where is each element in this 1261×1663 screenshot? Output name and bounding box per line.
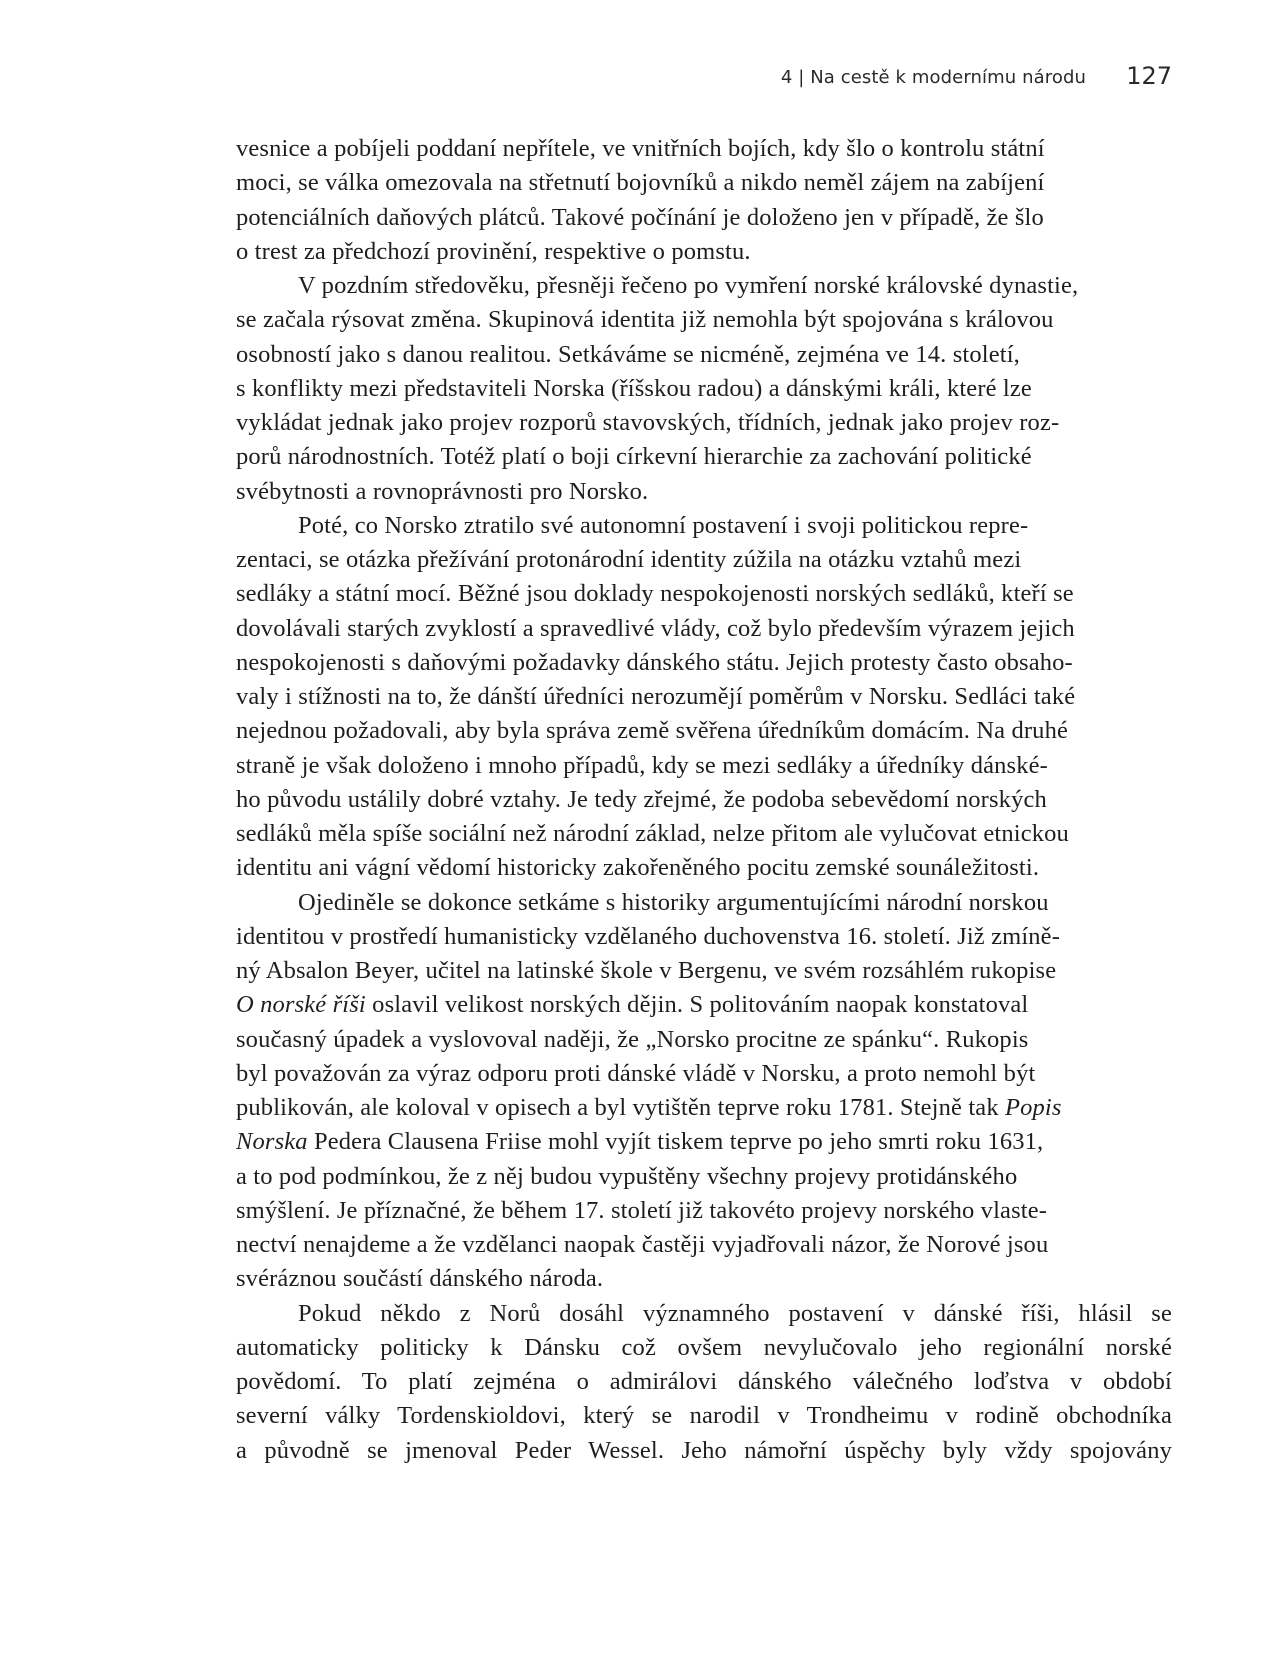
text-line: osobností jako s danou realitou. Setkáváme se nicméně, zejména ve 14. století, <box>236 340 1020 368</box>
text-line: Pokud někdo z Norů dosáhl významného postavení v dánské říši, hlásil se <box>298 1299 1172 1327</box>
body-text <box>236 132 1172 1468</box>
text-line: porů národnostních. Totéž platí o boji církevní hierarchie za zachování politické <box>236 443 1032 471</box>
text-line: vesnice a pobíjeli poddaní nepřítele, ve vnitřních bojích, kdy šlo o kontrolu státní <box>236 135 1045 162</box>
text-line: o trest za předchozí provinění, respektive o pomstu. <box>236 237 751 265</box>
text-line: automaticky politicky k Dánsku což ovšem nevylučovalo jeho regionální norské <box>236 1333 1172 1361</box>
text-line: identitu ani vágní vědomí historicky zakořeněného pocitu zemské sounáležitosti. <box>236 854 1040 882</box>
text-line: vykládat jednak jako projev rozporů stavovských, třídních, jednak jako projev roz- <box>236 409 1060 436</box>
chapter-title: 4 | Na cestě k modernímu národu <box>780 67 1086 88</box>
text-line: a původně se jmenoval Peder Wessel. Jeho námořní úspěchy byly vždy spojovány <box>236 1436 1172 1464</box>
text-line: dovolávali starých zvyklostí a spravedlivé vlády, což bylo především výrazem jejich <box>236 614 1075 642</box>
text-line: povědomí. To platí zejména o admirálovi dánského válečného loďstva v období <box>236 1368 1172 1395</box>
text-line: straně je však doloženo i mnoho případů, kdy se mezi sedláky a úředníky dánské- <box>236 751 1048 779</box>
text-line: zentaci, se otázka přežívání protonárodní identity zúžila na otázku vztahů mezi <box>236 546 1022 573</box>
text-line: nectví nenajdeme a že vzdělanci naopak častěji vyjadřovali názor, že Norové jsou <box>236 1231 1049 1258</box>
text-line: V pozdním středověku, přesněji řečeno po vymření norské královské dynastie, <box>298 272 1079 299</box>
text-line: se začala rýsovat změna. Skupinová identita již nemohla být spojována s královou <box>236 306 1054 334</box>
text-line: smýšlení. Je příznačné, že během 17. století již takovéto projevy norského vlaste- <box>236 1196 1048 1224</box>
text-line: a to pod podmínkou, že z něj budou vypuštěny všechny projevy protidánského <box>236 1162 1018 1190</box>
text-line: sedláky a státní mocí. Běžné jsou doklady nespokojenosti norských sedláků, kteří se <box>236 580 1074 608</box>
text-line: ný Absalon Beyer, učitel na latinské škole v Bergenu, ve svém rozsáhlém rukopise <box>236 957 1057 984</box>
paragraph <box>236 269 1172 509</box>
paragraph <box>236 132 1172 269</box>
paragraph <box>236 509 1172 886</box>
text-line: ho původu ustálily dobré vztahy. Je tedy zřejmé, že podoba sebevědomí norských <box>236 785 1047 813</box>
text-line: svéráznou součástí dánského národa. <box>236 1265 604 1293</box>
text-line: sedláků měla spíše sociální než národní základ, nelze přitom ale vylučovat etnickou <box>236 820 1069 847</box>
text-line: Ojediněle se dokonce setkáme s historiky argumentujícími národní norskou <box>298 888 1049 916</box>
text-line: současný úpadek a vyslovoval naději, že „Norsko procitne ze spánku“. Rukopis <box>236 1025 1029 1053</box>
text-line: nejednou požadovali, aby byla správa země svěřena úředníkům domácím. Na druhé <box>236 717 1069 745</box>
page-number: 127 <box>1126 62 1172 90</box>
paragraph <box>236 1297 1172 1468</box>
text-line: Poté, co Norsko ztratilo své autonomní postavení i svoji politickou repre- <box>298 511 1029 539</box>
text-line: moci, se válka omezovala na střetnutí bojovníků a nikdo neměl zájem na zabíjení <box>236 169 1045 197</box>
paragraph <box>236 886 1172 1297</box>
text-line: O norské říši oslavil velikost norských dějin. S politováním naopak konstatoval <box>236 991 1029 1019</box>
text-line: Norska Pedera Clausena Friise mohl vyjít tiskem teprve po jeho smrti roku 1631, <box>236 1128 1044 1156</box>
text-line: svébytnosti a rovnoprávnosti pro Norsko. <box>236 477 649 505</box>
text-line: publikován, ale koloval v opisech a byl vytištěn teprve roku 1781. Stejně tak Popis <box>236 1094 1062 1121</box>
running-header <box>236 62 1172 94</box>
text-line: nespokojenosti s daňovými požadavky dánského státu. Jejich protesty často obsaho- <box>236 648 1073 676</box>
text-line: valy i stížnosti na to, že dánští úředníci nerozumějí poměrům v Norsku. Sedláci také <box>236 683 1076 710</box>
text-line: potenciálních daňových plátců. Takové počínání je doloženo jen v případě, že šlo <box>236 203 1044 231</box>
text-line: severní války Tordenskioldovi, který se narodil v Trondheimu v rodině obchodníka <box>236 1402 1172 1430</box>
text-line: byl považován za výraz odporu proti dánské vládě v Norsku, a proto nemohl být <box>236 1059 1036 1087</box>
text-line: identitou v prostředí humanisticky vzdělaného duchovenstva 16. století. Již zmíně- <box>236 922 1061 950</box>
text-line: s konflikty mezi představiteli Norska (říšskou radou) a dánskými králi, které lze <box>236 374 1032 402</box>
